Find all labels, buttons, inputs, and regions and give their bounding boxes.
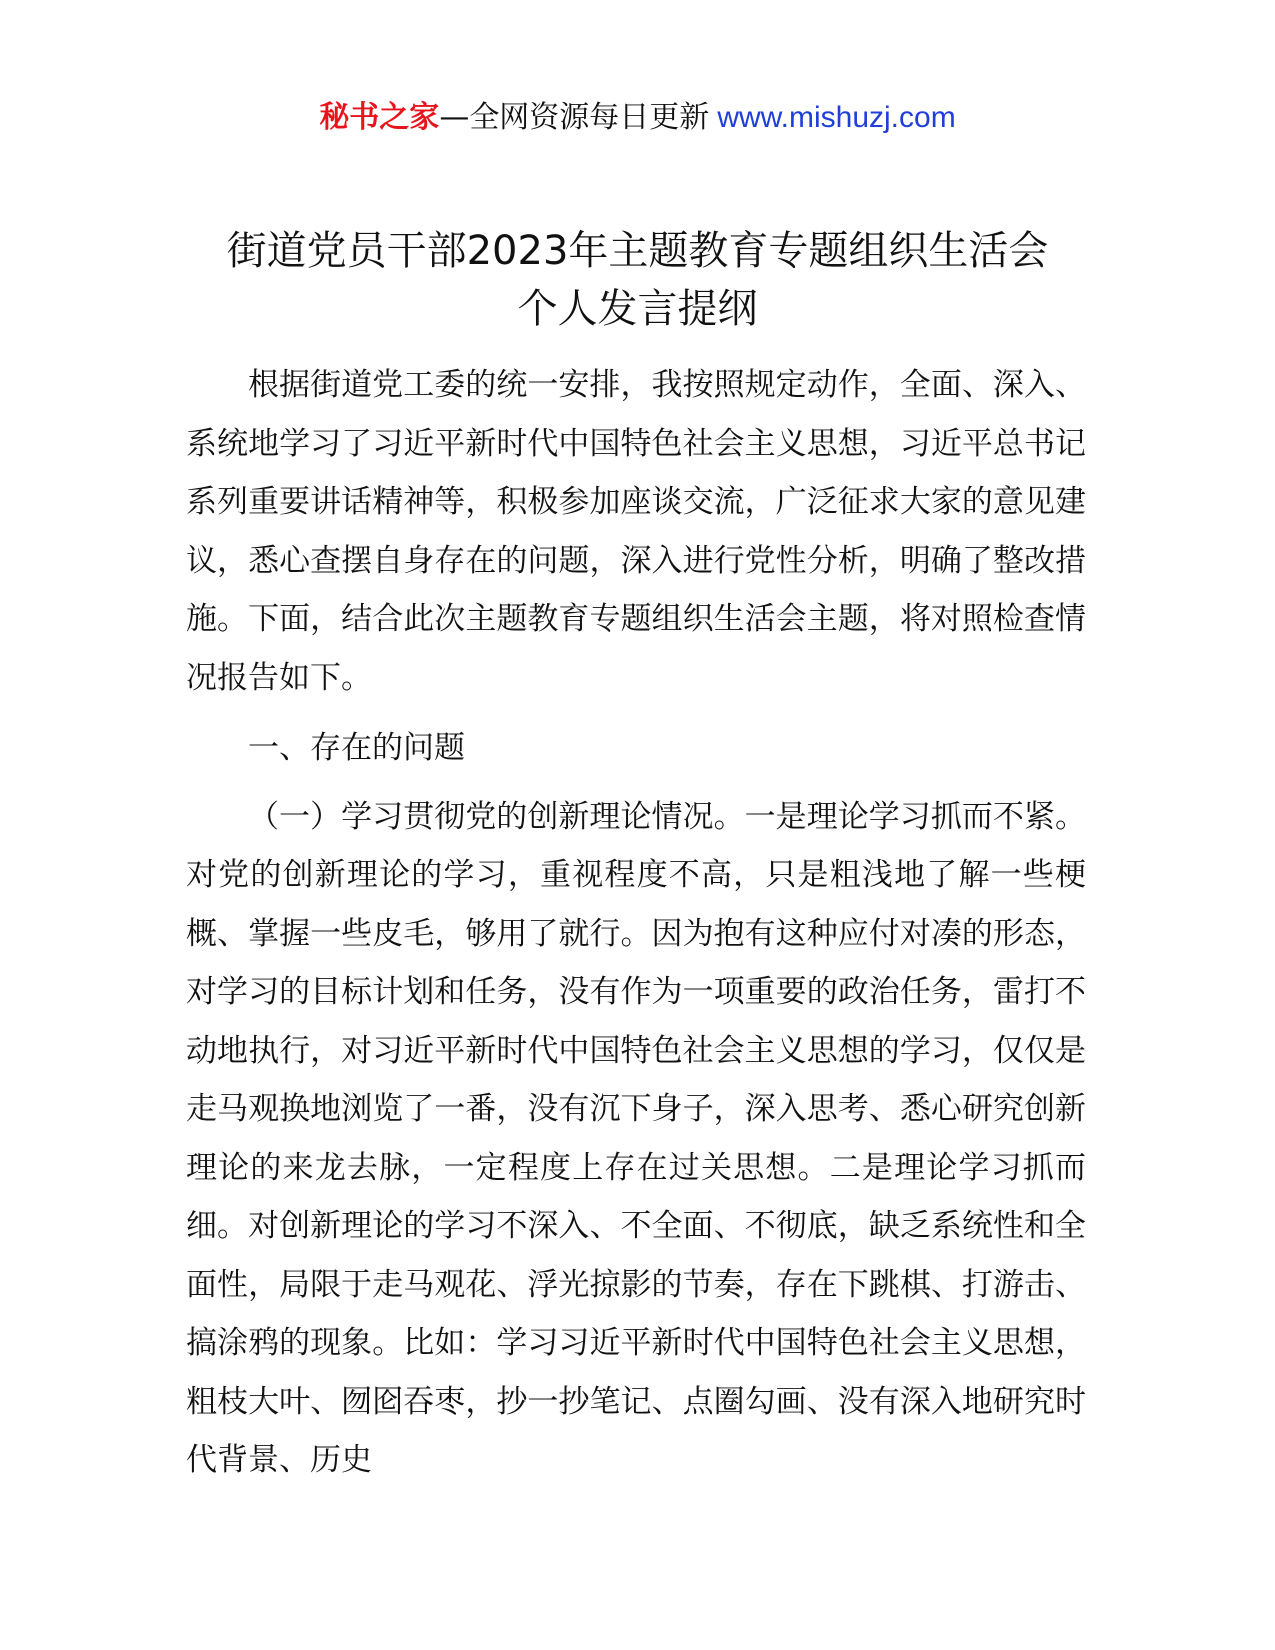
- site-url-link[interactable]: www.mishuzj.com: [717, 101, 956, 134]
- intro-paragraph: 根据街道党工委的统一安排，我按照规定动作，全面、深入、系统地学习了习近平新时代中国特色社会主义思想，习近平总书记系列重要讲话精神等，积极参加座谈交流，广泛征求大家的意见建议，悉心查摆自身存在的问题，深入进行党性分析，明确了整改措施。下面，结合此次主题教育专题组织生活会主题，将对照检查情况报告如下。: [186, 367, 1086, 696]
- document-body: [186, 356, 1086, 1490]
- document-title: [150, 222, 1125, 338]
- section-paragraph: （一）学习贯彻党的创新理论情况。一是理论学习抓而不紧。对党的创新理论的学习，重视程度不高，只是粗浅地了解一些梗概、掌握一些皮毛，够用了就行。因为抱有这种应付对凑的形态，对学习的目标计划和任务，没有作为一项重要的政治任务，雷打不动地执行，对习近平新时代中国特色社会主义思想的学习，仅仅是走马观换地浏览了一番，没有沉下身子，深入思考、悉心研究创新理论的来龙去脉，一定程度上存在过关思想。二是理论学习抓而细。对创新理论的学习不深入、不全面、不彻底，缺乏系统性和全面性，局限于走马观花、浮光掠影的节奏，存在下跳棋、打游击、搞涂鸦的现象。比如：学习习近平新时代中国特色社会主义思想，粗枝大叶、囫囵吞枣，抄一抄笔记、点圈勾画、没有深入地研究时代背景、历史: [186, 798, 1086, 1478]
- title-line-2: 个人发言提纲: [517, 286, 758, 332]
- title-line-1: 街道党员干部2023年主题教育专题组织生活会: [226, 228, 1049, 274]
- brand-name: 秘书之家: [319, 100, 440, 135]
- section-heading: 一、存在的问题: [248, 730, 465, 766]
- header-tagline: —全网资源每日更新: [439, 100, 710, 135]
- site-header: [0, 96, 1275, 140]
